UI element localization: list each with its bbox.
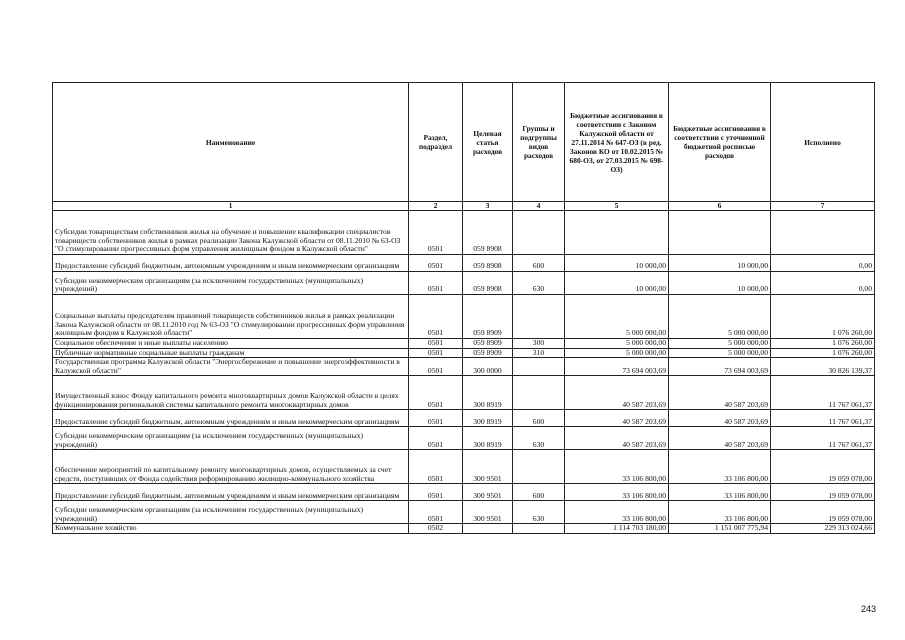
page-number: 243 xyxy=(861,604,877,614)
column-number: 6 xyxy=(669,202,771,211)
row-roster-budget: 10 000,00 xyxy=(669,272,771,295)
row-group: 300 xyxy=(513,339,565,349)
header-law-budget: Бюджетные ассигнования в соответствии с Законом Калужской области от 27.11.2014 № 647-ОЗ (в ред. Законов КО от 10.02.2015 № 680-ОЗ, от 27.03.2015 № 698-ОЗ) xyxy=(565,83,669,202)
header-article: Целевая статья расходов xyxy=(463,83,513,202)
row-group: 600 xyxy=(513,484,565,501)
row-section: 0501 xyxy=(409,427,463,450)
table-row xyxy=(53,255,875,272)
row-executed: 19 059 078,00 xyxy=(771,501,875,524)
row-law-budget: 5 000 000,00 xyxy=(565,348,669,358)
row-group: 310 xyxy=(513,348,565,358)
row-roster-budget: 40 587 203,69 xyxy=(669,427,771,450)
row-group: 630 xyxy=(513,272,565,295)
row-law-budget: 10 000,00 xyxy=(565,255,669,272)
row-name: Имущественный взнос Фонду капитального ремонта многоквартирных домов Калужской области в целях функционирования региональной системы капитального ремонта многоквартирных домов xyxy=(53,376,409,410)
row-article: 300 9501 xyxy=(463,501,513,524)
row-section: 0501 xyxy=(409,272,463,295)
budget-table-sheet xyxy=(52,82,874,534)
row-law-budget: 40 587 203,69 xyxy=(565,427,669,450)
row-name: Обеспечение мероприятий по капитальному ремонту многоквартирных домов, осуществляемых за счет средств, поступивших от Фонда содействия реформированию жилищно-коммунального хозяйства xyxy=(53,450,409,484)
row-section: 0502 xyxy=(409,524,463,534)
row-executed: 1 076 260,00 xyxy=(771,339,875,349)
table-row xyxy=(53,427,875,450)
row-law-budget: 33 106 800,00 xyxy=(565,501,669,524)
row-section: 0501 xyxy=(409,358,463,376)
row-law-budget: 1 114 703 180,00 xyxy=(565,524,669,534)
column-number-row xyxy=(53,202,875,211)
table-row xyxy=(53,376,875,410)
table-row xyxy=(53,348,875,358)
row-executed: 11 767 061,37 xyxy=(771,376,875,410)
row-executed: 19 059 078,00 xyxy=(771,450,875,484)
row-roster-budget: 33 106 800,00 xyxy=(669,450,771,484)
row-executed: 229 313 024,66 xyxy=(771,524,875,534)
row-executed: 1 076 260,00 xyxy=(771,348,875,358)
row-roster-budget: 33 106 800,00 xyxy=(669,484,771,501)
column-number: 3 xyxy=(463,202,513,211)
row-article: 059 8909 xyxy=(463,339,513,349)
row-group xyxy=(513,211,565,255)
row-section: 0501 xyxy=(409,410,463,427)
row-executed: 1 076 260,00 xyxy=(771,295,875,339)
row-group: 600 xyxy=(513,255,565,272)
row-group: 630 xyxy=(513,501,565,524)
row-section: 0501 xyxy=(409,211,463,255)
row-name: Предоставление субсидий бюджетным, автономным учреждениям и иным некоммерческим организациям xyxy=(53,484,409,501)
row-name: Социальные выплаты председателям правлений товариществ собственников жилья в рамках реализации Закона Калужской области от 08.11.2010 год № 63-ОЗ "О стимулировании прогрессивных форм управления жилищным фондом в Калужской области" xyxy=(53,295,409,339)
row-group xyxy=(513,295,565,339)
table-row xyxy=(53,524,875,534)
row-group xyxy=(513,450,565,484)
column-number: 2 xyxy=(409,202,463,211)
table-row xyxy=(53,295,875,339)
row-roster-budget: 10 000,00 xyxy=(669,255,771,272)
header-name: Наименование xyxy=(53,83,409,202)
row-article: 300 8919 xyxy=(463,376,513,410)
header-row xyxy=(53,83,875,202)
row-article: 300 8919 xyxy=(463,410,513,427)
row-roster-budget: 5 000 000,00 xyxy=(669,348,771,358)
row-law-budget: 40 587 203,69 xyxy=(565,376,669,410)
row-article: 059 8909 xyxy=(463,348,513,358)
row-roster-budget: 5 000 000,00 xyxy=(669,295,771,339)
row-law-budget: 33 106 800,00 xyxy=(565,450,669,484)
table-row xyxy=(53,410,875,427)
row-executed: 0,00 xyxy=(771,272,875,295)
row-section: 0501 xyxy=(409,348,463,358)
row-section: 0501 xyxy=(409,339,463,349)
row-law-budget: 5 000 000,00 xyxy=(565,295,669,339)
column-number: 7 xyxy=(771,202,875,211)
row-law-budget xyxy=(565,211,669,255)
budget-table xyxy=(52,82,875,534)
row-name: Субсидии товариществам собственников жилья на обучение и повышение квалификации специалистов товариществ собственников жилья в рамках реализации Закона Калужской области от 08.11.2010 № 63-ОЗ "О стимулировании прогрессивных форм управления жилищным фондом в Калужской области" xyxy=(53,211,409,255)
row-name: Предоставление субсидий бюджетным, автономным учреждениям и иным некоммерческим организациям xyxy=(53,410,409,427)
row-law-budget: 5 000 000,00 xyxy=(565,339,669,349)
row-section: 0501 xyxy=(409,376,463,410)
row-roster-budget: 33 106 800,00 xyxy=(669,501,771,524)
row-group xyxy=(513,358,565,376)
row-article: 059 8908 xyxy=(463,211,513,255)
table-row xyxy=(53,272,875,295)
row-roster-budget: 1 151 007 775,94 xyxy=(669,524,771,534)
row-executed: 0,00 xyxy=(771,255,875,272)
column-number: 4 xyxy=(513,202,565,211)
table-body xyxy=(53,211,875,534)
row-article: 059 8908 xyxy=(463,255,513,272)
header-section: Раздел, подраздел xyxy=(409,83,463,202)
row-name: Государственная программа Калужской области "Энергосбережение и повышение энергоэффективности в Калужской области" xyxy=(53,358,409,376)
row-name: Социальное обеспечение и иные выплаты населению xyxy=(53,339,409,349)
row-name: Субсидии некоммерческим организациям (за исключением государственных (муниципальных) учреждений) xyxy=(53,501,409,524)
row-name: Предоставление субсидий бюджетным, автономным учреждениям и иным некоммерческим организациям xyxy=(53,255,409,272)
row-section: 0501 xyxy=(409,295,463,339)
row-name: Субсидии некоммерческим организациям (за исключением государственных (муниципальных) учреждений) xyxy=(53,427,409,450)
table-row xyxy=(53,358,875,376)
row-section: 0501 xyxy=(409,501,463,524)
row-name: Субсидии некоммерческим организациям (за исключением государственных (муниципальных) учреждений) xyxy=(53,272,409,295)
row-article: 300 8919 xyxy=(463,427,513,450)
column-number: 5 xyxy=(565,202,669,211)
row-law-budget: 40 587 203,69 xyxy=(565,410,669,427)
row-executed: 30 826 139,37 xyxy=(771,358,875,376)
row-section: 0501 xyxy=(409,484,463,501)
row-executed xyxy=(771,211,875,255)
header-roster-budget: Бюджетные ассигнования в соответствии с уточненной бюджетной росписью расходов xyxy=(669,83,771,202)
row-roster-budget: 73 694 003,69 xyxy=(669,358,771,376)
row-section: 0501 xyxy=(409,255,463,272)
row-section: 0501 xyxy=(409,450,463,484)
row-article: 300 9501 xyxy=(463,484,513,501)
row-executed: 11 767 061,37 xyxy=(771,427,875,450)
row-name: Коммунальное хозяйство xyxy=(53,524,409,534)
row-law-budget: 73 694 003,69 xyxy=(565,358,669,376)
header-executed: Исполнено xyxy=(771,83,875,202)
row-roster-budget: 40 587 203,69 xyxy=(669,410,771,427)
row-article: 300 0000 xyxy=(463,358,513,376)
row-roster-budget: 5 000 000,00 xyxy=(669,339,771,349)
row-law-budget: 33 106 800,00 xyxy=(565,484,669,501)
row-group xyxy=(513,524,565,534)
row-roster-budget xyxy=(669,211,771,255)
table-row xyxy=(53,484,875,501)
table-row xyxy=(53,211,875,255)
table-row xyxy=(53,450,875,484)
row-law-budget: 10 000,00 xyxy=(565,272,669,295)
table-row xyxy=(53,501,875,524)
row-group: 630 xyxy=(513,427,565,450)
row-executed: 19 059 078,00 xyxy=(771,484,875,501)
row-group: 600 xyxy=(513,410,565,427)
row-article: 059 8908 xyxy=(463,272,513,295)
row-article: 059 8909 xyxy=(463,295,513,339)
row-name: Публичные нормативные социальные выплаты гражданам xyxy=(53,348,409,358)
row-executed: 11 767 061,37 xyxy=(771,410,875,427)
column-number: 1 xyxy=(53,202,409,211)
row-roster-budget: 40 587 203,69 xyxy=(669,376,771,410)
row-article: 300 9501 xyxy=(463,450,513,484)
table-row xyxy=(53,339,875,349)
header-group: Группы и подгруппы видов расходов xyxy=(513,83,565,202)
row-group xyxy=(513,376,565,410)
row-article xyxy=(463,524,513,534)
